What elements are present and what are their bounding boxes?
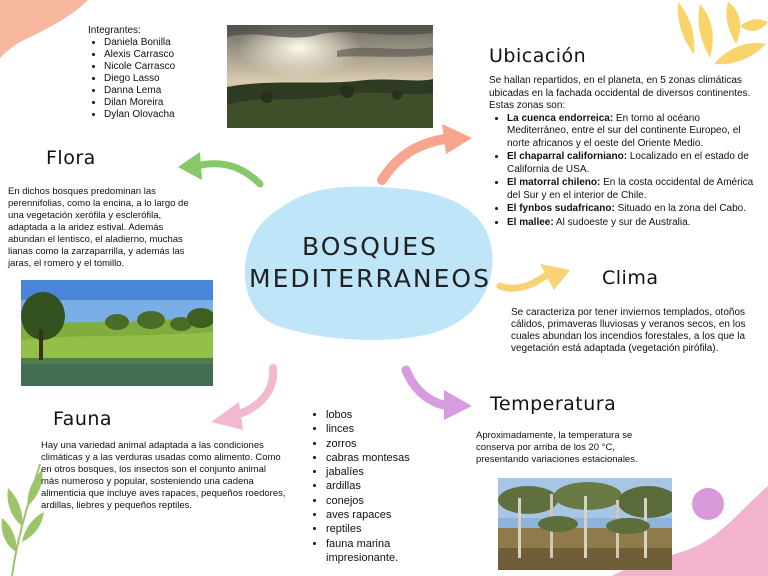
title-line-1: BOSQUES (302, 232, 438, 261)
animal-item: • conejos (326, 494, 432, 508)
animal-item: • lobos (326, 408, 432, 422)
member-name: • Diego Lasso (104, 73, 175, 85)
zone-item (507, 151, 761, 176)
zone-desc: Localizado en el estado de California de USA. (507, 151, 749, 175)
members-block (88, 25, 175, 121)
clima-heading: Clima (602, 267, 659, 289)
flora-text: En dichos bosques predominan las perennifolias, como la encina, a lo largo de una vegetación xerófila y esclerófila, adaptada a la aridez estival. Además abundan el lentisco, el aladierno, muchas lianas como la zarzaparrilla, y además las jaras, el romero y el tomillo. (8, 186, 189, 269)
zone-desc: En la costa occidental de América del Sur y en el interior de Chile. (507, 177, 754, 201)
animal-item: • reptiles (326, 522, 432, 536)
arrow-to-clima-icon (496, 258, 576, 298)
zone-desc: Situado en la zona del Cabo. (614, 203, 747, 214)
ubicacion-heading: Ubicación (489, 45, 587, 67)
zone-item (507, 203, 761, 216)
member-name: • Nicole Carrasco (104, 61, 175, 73)
member-name: • Danna Lema (104, 85, 175, 97)
animals-block (312, 408, 432, 565)
ubicacion-zones (489, 113, 761, 230)
member-name: • Dylan Olovacha (104, 109, 175, 121)
animal-item: • aves rapaces (326, 508, 432, 522)
fauna-heading: Fauna (53, 408, 113, 430)
animal-item: • ardillas (326, 479, 432, 493)
fauna-text: Hay una variedad animal adaptada a las condiciones climáticas y a las verduras usadas como alimento. Como en otros bosques, los insectos son el conjunto animal más numeroso y popular, sosteniendo una cadena alimenticia que incluye aves rapaces, pequeños roedores, ardillas, liebres y pequeños reptiles. (41, 440, 286, 511)
animal-item: • linces (326, 422, 432, 436)
temperatura-heading: Temperatura (490, 393, 617, 415)
animal-item: • zorros (326, 437, 432, 451)
animal-item: • fauna marina impresionante. (326, 537, 432, 566)
woodland-photo (498, 478, 672, 570)
member-name: • Daniela Bonilla (104, 37, 175, 49)
zone-name: La cuenca endorreica: (507, 112, 614, 124)
animal-item: • jabalíes (326, 465, 432, 479)
zone-name: El matorral chileno: (507, 177, 601, 188)
title-line-2: MEDITERRANEOS (249, 264, 491, 293)
dehesa-lake-photo (21, 280, 213, 386)
zone-name: El chaparral californiano: (507, 151, 628, 162)
corner-leaf-top-right (670, 0, 768, 75)
zone-item (507, 217, 761, 230)
zone-name: El fynbos sudafricano: (507, 203, 615, 214)
members-label: Integrantes: (88, 25, 141, 36)
zone-item (507, 177, 761, 202)
title-blob (245, 185, 495, 340)
arrow-to-flora-icon (172, 146, 264, 190)
zone-name: El mallee: (507, 216, 554, 228)
flora-heading: Flora (46, 147, 96, 169)
clima-text: Se caracteriza por tener inviernos templados, otoños cálidos, primaveras lluviosas y veranos secos, en los cuales abundan los incendios forestales, a los que la vegetación está adaptada (vegetación pirófila). (511, 307, 746, 354)
corner-blob-top-left (0, 0, 90, 60)
arrow-to-ubicacion-icon (376, 120, 476, 186)
animal-item: • cabras montesas (326, 451, 432, 465)
page-title (245, 231, 495, 295)
ubicacion-block (489, 75, 761, 230)
sunset-landscape-photo (227, 25, 433, 128)
zone-item (507, 113, 761, 151)
member-name: • Alexis Carrasco (104, 49, 175, 61)
zone-desc: Al sudoeste y sur de Australia. (553, 216, 691, 228)
arrow-to-fauna-icon (205, 364, 281, 434)
zone-desc: En torno al océano Mediterráneo, entre el sur del continente Europeo, el norte africanos y el oeste del Oriente Medio. (507, 112, 741, 149)
temperatura-text: Aproximadamente, la temperatura se conserva por arriba de los 20 °C, presentando variaciones estacionales. (476, 430, 638, 465)
animals-list (312, 408, 432, 565)
ubicacion-intro: Se hallan repartidos, en el planeta, en 5 zonas climáticas ubicadas en la fachada occidental de diversos continentes. Estas zonas son: (489, 75, 751, 111)
members-list (88, 37, 175, 121)
member-name: • Dilan Moreira (104, 97, 175, 109)
